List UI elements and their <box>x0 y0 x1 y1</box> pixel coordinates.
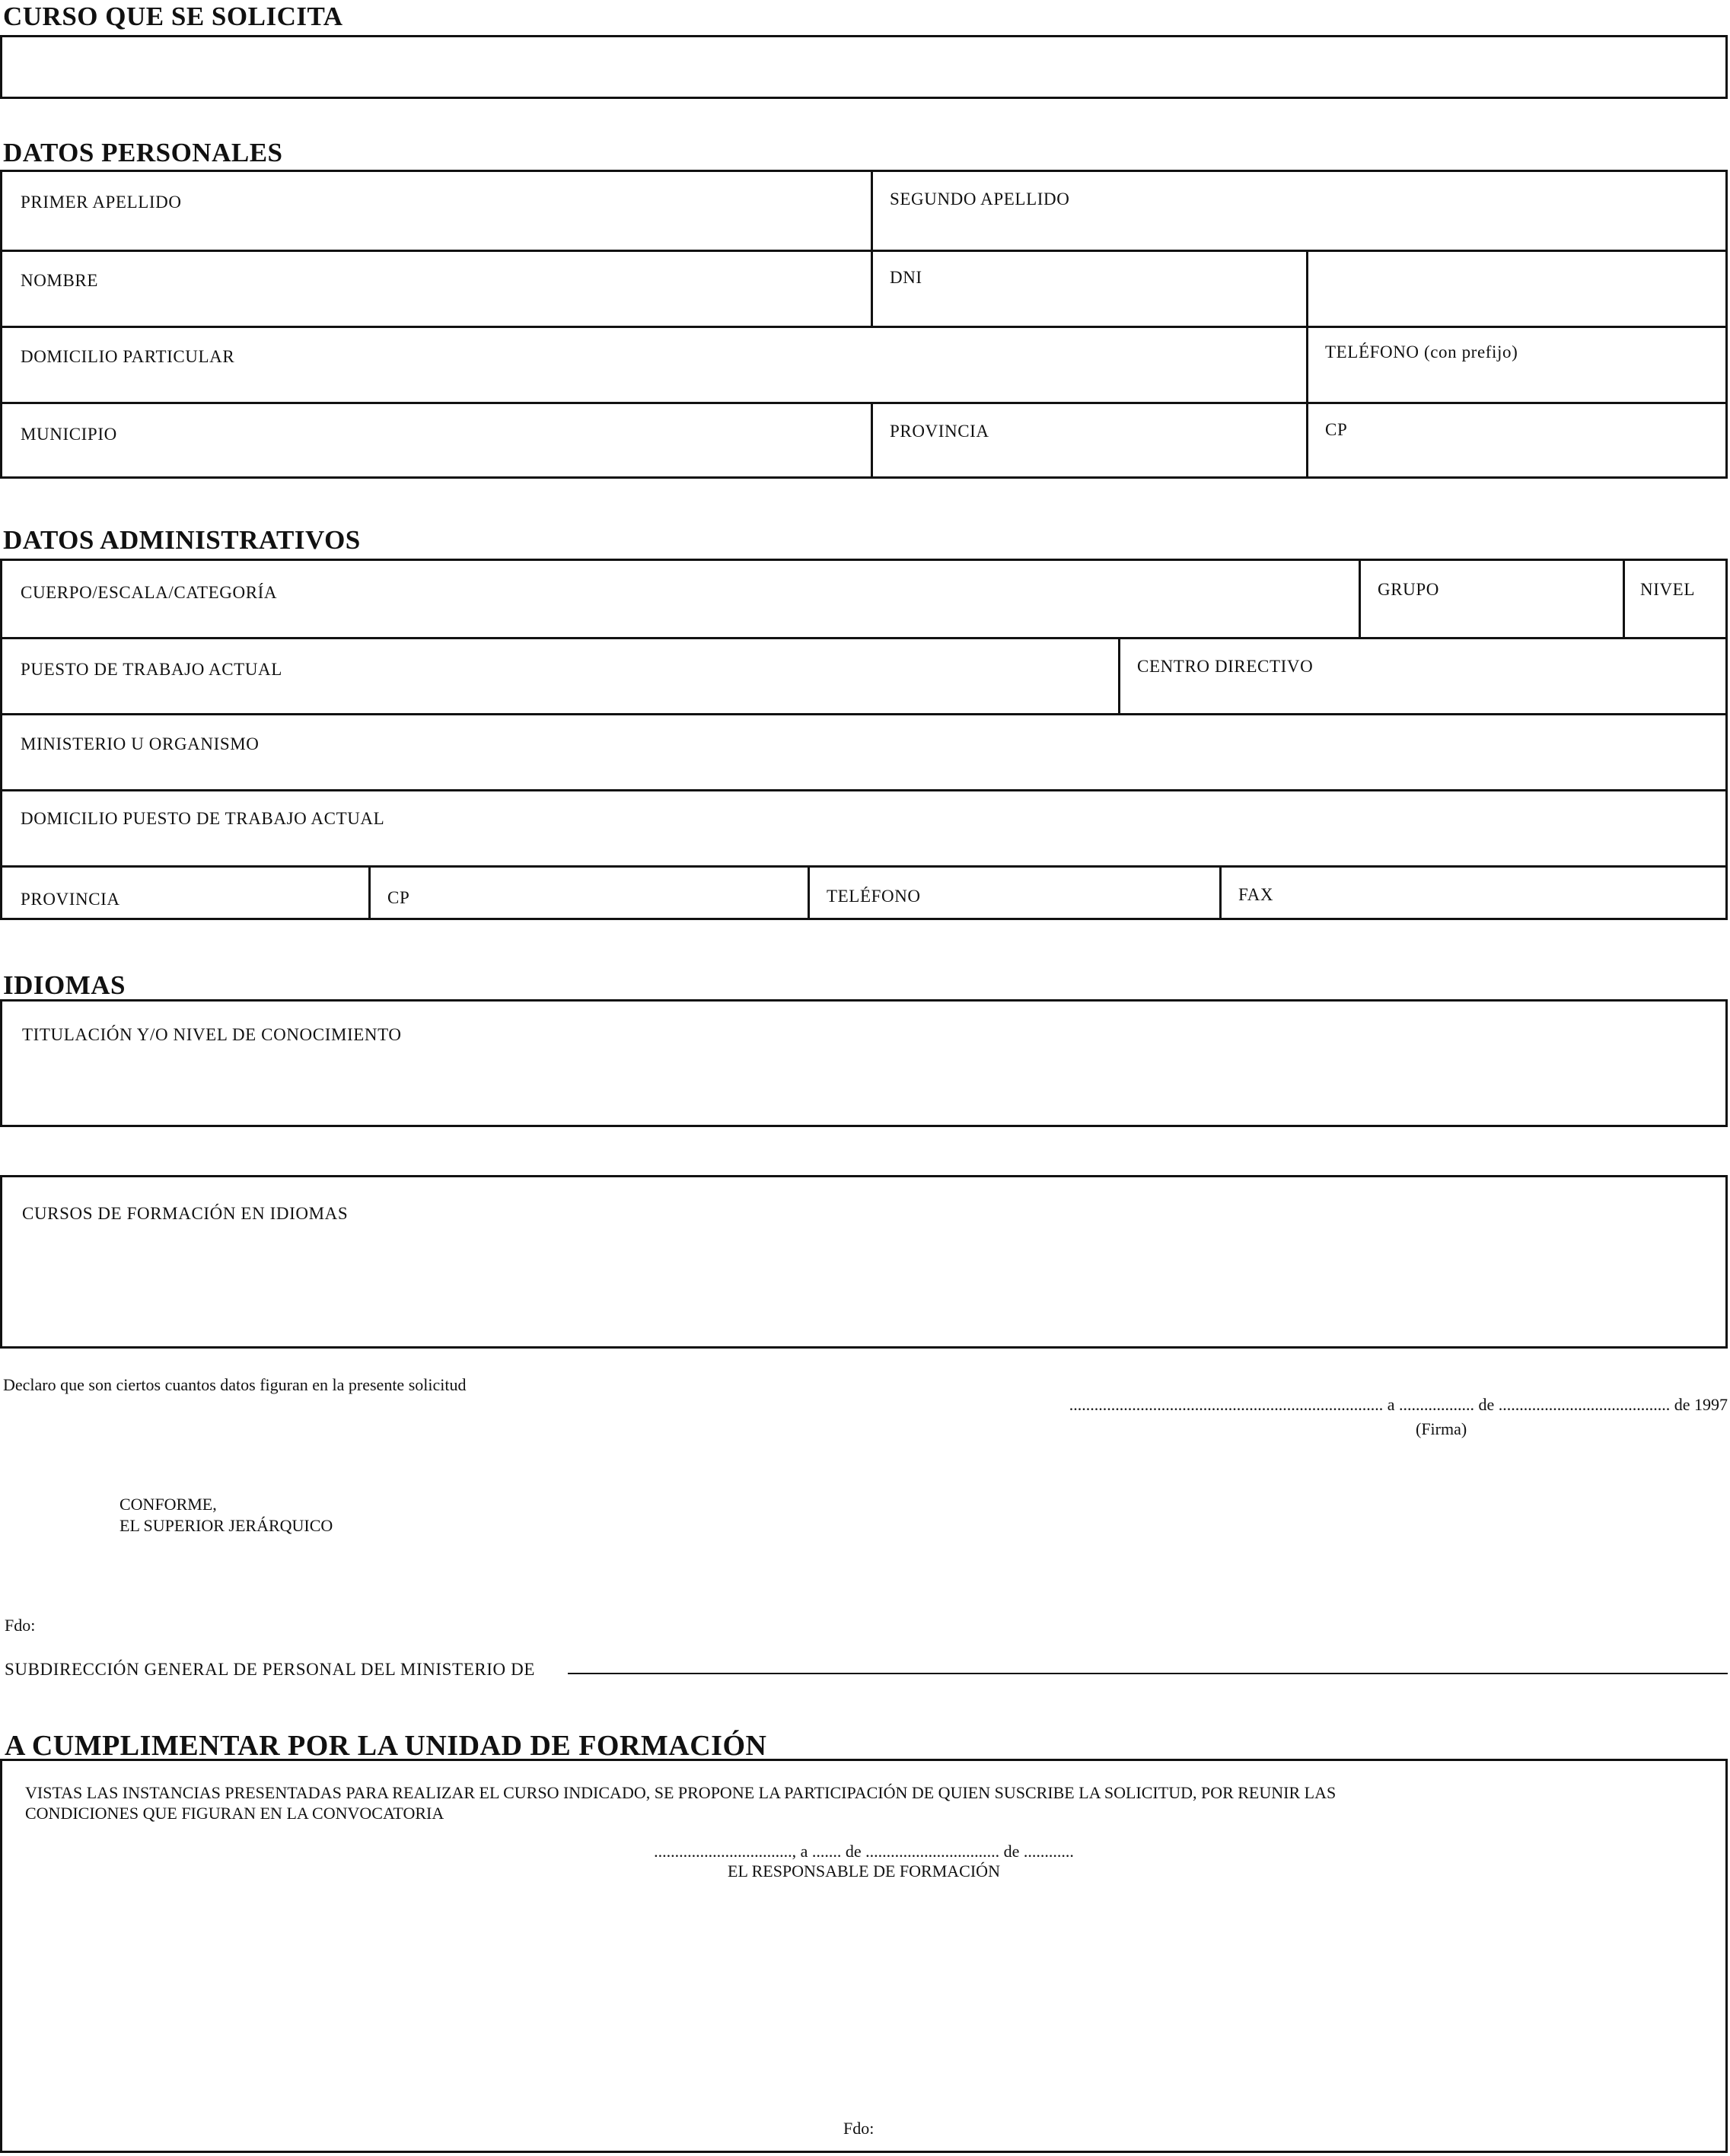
conforme-text: CONFORME, <box>119 1495 217 1514</box>
ministerio-label: MINISTERIO U ORGANISMO <box>21 734 260 753</box>
centro-directivo-label: CENTRO DIRECTIVO <box>1137 657 1314 676</box>
telefono-particular-label: TELÉFONO (con prefijo) <box>1325 342 1518 361</box>
cp-trabajo-label: CP <box>387 888 410 907</box>
provincia-personal-label: PROVINCIA <box>890 422 989 441</box>
responsable-formacion-label: EL RESPONSABLE DE FORMACIÓN <box>728 1861 1000 1881</box>
domicilio-particular-field[interactable] <box>2 328 1306 402</box>
fdo-superior-label: Fdo: <box>5 1616 36 1635</box>
provincia-trabajo-field[interactable] <box>2 868 368 918</box>
nivel-label: NIVEL <box>1640 580 1695 599</box>
primer-apellido-label: PRIMER APELLIDO <box>21 193 182 212</box>
puesto-trabajo-label: PUESTO DE TRABAJO ACTUAL <box>21 660 282 679</box>
telefono-trabajo-field[interactable] <box>810 868 1219 918</box>
cursos-idiomas-field[interactable] <box>0 1175 1728 1349</box>
unidad-fecha-line[interactable]: ................................., a ....... de ................................ de ............ <box>654 1842 1074 1861</box>
section-title-curso: CURSO QUE SE SOLICITA <box>3 2 343 31</box>
unidad-text-line2: CONDICIONES QUE FIGURAN EN LA CONVOCATORIA <box>25 1804 444 1823</box>
domicilio-particular-label: DOMICILIO PARTICULAR <box>21 347 235 366</box>
datos-administrativos-table <box>0 559 1728 920</box>
fax-label: FAX <box>1238 885 1274 904</box>
dni-label: DNI <box>890 268 922 287</box>
subdireccion-line[interactable] <box>568 1673 1728 1674</box>
dni-field[interactable] <box>873 252 1306 326</box>
fdo-responsable-label: Fdo: <box>843 2119 875 2138</box>
superior-jerarquico-text: EL SUPERIOR JERÁRQUICO <box>119 1516 333 1535</box>
nombre-label: NOMBRE <box>21 271 99 290</box>
titulacion-label: TITULACIÓN Y/O NIVEL DE CONOCIMIENTO <box>22 1025 402 1044</box>
nombre-field[interactable] <box>2 252 871 326</box>
section-title-unidad-formacion: A CUMPLIMENTAR POR LA UNIDAD DE FORMACIÓN <box>5 1730 767 1762</box>
grupo-field[interactable] <box>1361 561 1623 637</box>
cuerpo-escala-field[interactable] <box>2 561 1359 637</box>
segundo-apellido-field[interactable] <box>873 172 1725 250</box>
firma-label: (Firma) <box>1416 1419 1467 1438</box>
telefono-trabajo-label: TELÉFONO <box>827 887 921 906</box>
primer-apellido-field[interactable] <box>2 172 871 250</box>
domicilio-puesto-field[interactable] <box>2 791 1725 865</box>
unidad-formacion-box <box>0 1759 1728 2153</box>
cursos-idiomas-label: CURSOS DE FORMACIÓN EN IDIOMAS <box>22 1204 349 1223</box>
cp-personal-field[interactable] <box>1308 404 1725 478</box>
domicilio-puesto-label: DOMICILIO PUESTO DE TRABAJO ACTUAL <box>21 809 385 828</box>
declaracion-text: Declaro que son ciertos cuantos datos figuran en la presente solicitud <box>3 1375 467 1394</box>
fax-field[interactable] <box>1222 868 1725 918</box>
cuerpo-escala-label: CUERPO/ESCALA/CATEGORÍA <box>21 583 278 602</box>
centro-directivo-field[interactable] <box>1120 639 1725 713</box>
datos-personales-table <box>0 170 1728 479</box>
cp-personal-label: CP <box>1325 420 1348 439</box>
ministerio-field[interactable] <box>2 715 1725 789</box>
section-title-datos-personales: DATOS PERSONALES <box>3 138 283 167</box>
telefono-particular-field[interactable] <box>1308 328 1725 402</box>
titulacion-field[interactable] <box>0 999 1728 1127</box>
section-title-datos-administrativos: DATOS ADMINISTRATIVOS <box>3 525 361 555</box>
dni-extra-field[interactable] <box>1308 252 1725 326</box>
section-title-idiomas: IDIOMAS <box>3 970 126 1000</box>
cp-trabajo-field[interactable] <box>371 868 808 918</box>
declaracion-fecha-line[interactable]: ........................................................................... a .................. de ......................................... de 1997 <box>1069 1395 1728 1414</box>
segundo-apellido-label: SEGUNDO APELLIDO <box>890 189 1070 209</box>
provincia-personal-field[interactable] <box>873 404 1306 478</box>
municipio-field[interactable] <box>2 404 871 478</box>
grupo-label: GRUPO <box>1378 580 1439 599</box>
nivel-field[interactable] <box>1625 561 1725 637</box>
unidad-text-line1: VISTAS LAS INSTANCIAS PRESENTADAS PARA REALIZAR EL CURSO INDICADO, SE PROPONE LA PARTICIPACIÓN DE QUIEN SUSCRIBE LA SOLICITUD, POR REUNIR LAS <box>25 1783 1337 1802</box>
municipio-label: MUNICIPIO <box>21 425 117 444</box>
provincia-trabajo-label: PROVINCIA <box>21 890 120 909</box>
subdireccion-label: SUBDIRECCIÓN GENERAL DE PERSONAL DEL MINISTERIO DE <box>5 1660 535 1679</box>
puesto-trabajo-field[interactable] <box>2 639 1118 713</box>
curso-input-box[interactable] <box>0 35 1728 99</box>
